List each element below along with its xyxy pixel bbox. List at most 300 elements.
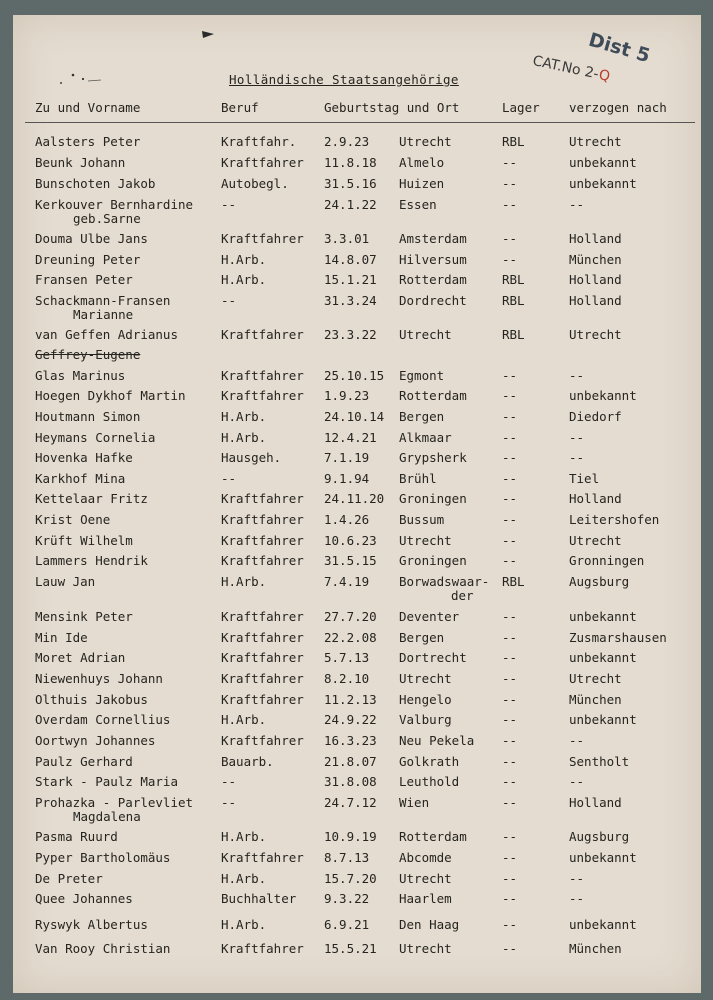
ort-cell [399,156,444,170]
date-cell [324,918,369,932]
lager-cell-line: -- [502,430,518,445]
beruf-cell [221,369,304,383]
lager-cell [502,294,525,308]
destination-cell-line: -- [569,871,585,886]
name-cell [35,830,118,844]
beruf-cell-line: Kraftfahrer [221,941,304,956]
date-cell-line: 16.3.23 [324,733,377,748]
date-cell [324,610,377,624]
beruf-cell [221,672,304,686]
name-cell [35,253,140,267]
date-cell [324,156,377,170]
ort-cell-line: Grypsherk [399,450,467,465]
name-cell [35,369,125,383]
lager-cell [502,410,517,424]
date-cell-line: 2.9.23 [324,134,370,149]
date-cell [324,851,369,865]
ort-cell [399,513,444,527]
lager-cell [502,918,517,932]
name-cell [35,734,155,748]
beruf-cell-line: Kraftfahrer [221,692,304,707]
header-rule [25,122,695,123]
header-geburtstag: Geburtstag und Ort [324,100,460,115]
ort-cell-line: Essen [399,197,437,212]
destination-cell-line: -- [569,891,585,906]
date-cell-line: 6.9.21 [324,917,370,932]
lager-cell-line: -- [502,533,518,548]
date-cell [324,135,369,149]
lager-cell-line: -- [502,891,518,906]
catalog-prefix: CAT.No 2- [531,53,601,83]
destination-cell [569,554,644,568]
lager-cell [502,451,517,465]
destination-cell-line: unbekannt [569,609,637,624]
ort-cell [399,232,467,246]
ort-cell-line: Neu Pekela [399,733,475,748]
ort-cell [399,631,444,645]
date-cell [324,734,377,748]
date-cell [324,575,369,589]
beruf-cell-line: Kraftfahrer [221,491,304,506]
name-cell [35,294,170,322]
ort-cell [399,534,452,548]
name-cell-line2: Marianne [73,307,134,322]
ort-cell [399,734,474,748]
catalog-suffix: Q [597,67,612,85]
beruf-cell-line: Kraftfahrer [221,388,304,403]
beruf-cell [221,942,304,956]
name-cell [35,872,103,886]
destination-cell-line: Tiel [569,471,600,486]
beruf-cell-line: Kraftfahr. [221,134,297,149]
ort-cell [399,755,459,769]
ort-cell-line: Wien [399,795,430,810]
ort-cell-line: Hengelo [399,692,452,707]
name-cell-line: Schackmann-Fransen [35,293,171,308]
beruf-cell [221,232,304,246]
destination-cell-line: -- [569,774,585,789]
ort-cell-line2: der [451,588,474,603]
beruf-cell [221,755,274,769]
date-cell-line: 12.4.21 [324,430,377,445]
date-cell [324,775,377,789]
lager-cell-line: -- [502,941,518,956]
beruf-cell-line: Kraftfahrer [221,231,304,246]
beruf-cell-line: Kraftfahrer [221,630,304,645]
date-cell-line: 31.8.08 [324,774,377,789]
name-cell [35,198,193,226]
ort-cell [399,796,429,810]
lager-cell-line: -- [502,630,518,645]
ort-cell [399,651,467,665]
beruf-cell-line: Kraftfahrer [221,553,304,568]
lager-cell-line: -- [502,231,518,246]
date-cell [324,328,377,342]
beruf-cell [221,554,304,568]
ort-cell-line: Huizen [399,176,445,191]
date-cell-line: 11.2.13 [324,692,377,707]
ort-cell-line: Dortrecht [399,650,467,665]
ort-cell-line: Utrecht [399,671,452,686]
beruf-cell [221,410,266,424]
beruf-cell [221,631,304,645]
beruf-cell [221,892,296,906]
name-cell [35,631,88,645]
name-cell-line: Glas Marinus [35,368,126,383]
lager-cell [502,492,517,506]
destination-cell-line: Gronningen [569,553,645,568]
name-cell [35,232,148,246]
beruf-cell [221,156,304,170]
name-cell-line: Prohazka - Parlevliet [35,795,194,810]
ort-cell [399,273,467,287]
date-cell-line: 5.7.13 [324,650,370,665]
lager-cell [502,389,517,403]
date-cell-line: 9.1.94 [324,471,370,486]
ort-cell [399,328,452,342]
ort-cell-line: Utrecht [399,871,452,886]
date-cell [324,472,369,486]
date-cell [324,232,369,246]
date-cell [324,892,369,906]
destination-cell-line: Holland [569,795,622,810]
lager-cell-line: -- [502,368,518,383]
date-cell [324,198,377,212]
destination-cell [569,851,637,865]
ort-cell [399,294,467,308]
ort-cell-line: Bergen [399,630,445,645]
beruf-cell-line: Autobegl. [221,176,289,191]
date-cell-line: 24.9.22 [324,712,377,727]
lager-cell [502,713,517,727]
name-cell-line: Van Rooy Christian [35,941,171,956]
ort-cell [399,198,437,212]
date-cell [324,554,377,568]
name-cell-line: De Preter [35,871,103,886]
lager-cell-line: -- [502,871,518,886]
name-cell-line: Douma Ulbe Jans [35,231,148,246]
date-cell-line: 24.11.20 [324,491,385,506]
destination-cell [569,135,622,149]
ort-cell-line: Bussum [399,512,445,527]
name-cell [35,451,133,465]
name-cell-line: Mensink Peter [35,609,133,624]
beruf-cell [221,872,266,886]
lager-cell [502,734,517,748]
ort-cell [399,253,467,267]
destination-cell [569,796,622,810]
name-cell-line: Krist Oene [35,512,111,527]
date-cell-line: 24.10.14 [324,409,385,424]
name-cell [35,389,186,403]
ort-cell [399,369,444,383]
name-cell-line: Lammers Hendrik [35,553,148,568]
destination-cell [569,177,637,191]
beruf-cell [221,294,236,308]
ort-cell-line: Amsterdam [399,231,467,246]
destination-cell-line: München [569,692,622,707]
beruf-cell-line: Kraftfahrer [221,671,304,686]
beruf-cell-line: Kraftfahrer [221,533,304,548]
date-cell-line: 10.9.19 [324,829,377,844]
date-cell [324,631,377,645]
lager-cell-line: -- [502,650,518,665]
name-cell [35,431,155,445]
header-name: Zu und Vorname [35,100,141,115]
date-cell [324,273,377,287]
name-cell-line: Geffrey-Eugene [35,347,141,362]
date-cell [324,294,377,308]
date-cell-line: 31.5.15 [324,553,377,568]
destination-cell-line: -- [569,368,585,383]
destination-cell [569,431,584,445]
name-cell [35,693,148,707]
lager-cell-line: -- [502,197,518,212]
ort-cell [399,472,437,486]
ort-cell-line: Den Haag [399,917,460,932]
destination-cell [569,775,584,789]
date-cell-line: 15.5.21 [324,941,377,956]
lager-cell [502,796,517,810]
lager-cell-line: -- [502,450,518,465]
ort-cell-line: Alkmaar [399,430,452,445]
catalog-number [531,53,611,85]
date-cell-line: 23.3.22 [324,327,377,342]
beruf-cell [221,851,304,865]
destination-cell-line: Diedorf [569,409,622,424]
name-cell [35,851,170,865]
lager-cell-line: RBL [502,134,525,149]
name-cell-line: Kettelaar Fritz [35,491,148,506]
destination-cell [569,575,629,589]
destination-cell [569,734,584,748]
lager-cell-line: -- [502,155,518,170]
beruf-cell [221,389,304,403]
beruf-cell-line: -- [221,293,237,308]
date-cell-line: 31.3.24 [324,293,377,308]
name-cell-line: Pyper Bartholomäus [35,850,171,865]
destination-cell-line: -- [569,430,585,445]
ort-cell-line: Haarlem [399,891,452,906]
beruf-cell-line: H.Arb. [221,252,267,267]
beruf-cell [221,273,266,287]
destination-cell [569,410,622,424]
name-cell [35,554,148,568]
date-cell [324,534,377,548]
name-cell [35,177,155,191]
lager-cell [502,135,525,149]
lager-cell [502,273,525,287]
lager-cell-line: -- [502,671,518,686]
name-cell-line: Houtmann Simon [35,409,141,424]
date-cell-line: 7.4.19 [324,574,370,589]
beruf-cell-line: H.Arb. [221,712,267,727]
name-cell-line: Pasma Ruurd [35,829,118,844]
ort-cell [399,693,452,707]
lager-cell [502,177,517,191]
name-cell-line: Stark - Paulz Maria [35,774,178,789]
date-cell-line: 10.6.23 [324,533,377,548]
name-cell-line: Beunk Johann [35,155,126,170]
beruf-cell-line: Kraftfahrer [221,850,304,865]
destination-cell [569,892,584,906]
ort-cell-line: Utrecht [399,533,452,548]
ort-cell [399,389,467,403]
lager-cell-line: -- [502,609,518,624]
ort-cell-line: Golkrath [399,754,460,769]
beruf-cell [221,492,304,506]
lager-cell [502,232,517,246]
name-cell-line: Oortwyn Johannes [35,733,156,748]
beruf-cell-line: -- [221,197,237,212]
ort-cell-line: Rotterdam [399,272,467,287]
document-title: Holländische Staatsangehörige [229,72,459,87]
beruf-cell [221,534,304,548]
name-cell [35,610,133,624]
name-cell [35,410,140,424]
name-cell [35,713,170,727]
beruf-cell [221,135,296,149]
ort-cell [399,672,452,686]
beruf-cell [221,796,236,810]
name-cell-line: Niewenhuys Johann [35,671,163,686]
ort-cell-line: Borwadswaar- [399,574,490,589]
name-cell-line: Kerkouver Bernhardine [35,197,194,212]
ort-cell-line: Brühl [399,471,437,486]
lager-cell [502,534,517,548]
date-cell [324,369,384,383]
ort-cell [399,431,452,445]
date-cell-line: 8.7.13 [324,850,370,865]
destination-cell-line: unbekannt [569,650,637,665]
date-cell [324,942,377,956]
destination-cell-line: Holland [569,491,622,506]
lager-cell [502,892,517,906]
destination-cell [569,451,584,465]
name-cell-line: Bunschoten Jakob [35,176,156,191]
date-cell-line: 1.4.26 [324,512,370,527]
lager-cell [502,693,517,707]
date-cell-line: 8.2.10 [324,671,370,686]
ort-cell [399,575,489,603]
date-cell [324,253,377,267]
date-cell-line: 31.5.16 [324,176,377,191]
date-cell-line: 11.8.18 [324,155,377,170]
name-cell [35,651,125,665]
destination-cell [569,328,622,342]
lager-cell [502,872,517,886]
lager-cell-line: -- [502,795,518,810]
beruf-cell [221,431,266,445]
destination-cell-line: Utrecht [569,327,622,342]
beruf-cell [221,177,289,191]
date-cell-line: 15.7.20 [324,871,377,886]
beruf-cell-line: Bauarb. [221,754,274,769]
name-cell-line: Krüft Wilhelm [35,533,133,548]
name-cell-line: Hoegen Dykhof Martin [35,388,186,403]
ort-cell-line: Rotterdam [399,829,467,844]
beruf-cell-line: Kraftfahrer [221,650,304,665]
name-cell-line: Ryswyk Albertus [35,917,148,932]
destination-cell-line: Leitershofen [569,512,660,527]
date-cell-line: 22.2.08 [324,630,377,645]
destination-cell [569,693,622,707]
ort-cell-line: Rotterdam [399,388,467,403]
lager-cell-line: -- [502,917,518,932]
lager-cell-line: -- [502,471,518,486]
name-cell [35,534,133,548]
ort-cell-line: Hilversum [399,252,467,267]
name-cell [35,513,110,527]
beruf-cell-line: -- [221,795,237,810]
ort-cell-line: Valburg [399,712,452,727]
date-cell [324,672,369,686]
lager-cell-line: -- [502,409,518,424]
destination-cell [569,472,599,486]
lager-cell-line: -- [502,491,518,506]
destination-cell [569,156,637,170]
lager-cell [502,513,517,527]
destination-cell-line: unbekannt [569,155,637,170]
name-cell [35,135,140,149]
name-cell [35,348,140,362]
header-beruf: Beruf [221,100,259,115]
name-cell [35,892,133,906]
lager-cell-line: RBL [502,574,525,589]
name-cell-line2: Magdalena [73,809,141,824]
lager-cell [502,942,517,956]
ort-cell [399,830,467,844]
name-cell-line: Moret Adrian [35,650,126,665]
name-cell [35,472,125,486]
date-cell [324,693,377,707]
beruf-cell [221,513,304,527]
destination-cell [569,198,584,212]
ort-cell [399,610,459,624]
beruf-cell [221,253,266,267]
date-cell-line: 14.8.07 [324,252,377,267]
beruf-cell [221,472,236,486]
lager-cell [502,830,517,844]
lager-cell-line: -- [502,712,518,727]
beruf-cell-line: H.Arb. [221,409,267,424]
name-cell-line: van Geffen Adrianus [35,327,178,342]
destination-cell-line: München [569,252,622,267]
beruf-cell [221,734,304,748]
destination-cell [569,672,622,686]
ort-cell [399,918,459,932]
name-cell-line: Overdam Cornellius [35,712,171,727]
beruf-cell-line: -- [221,471,237,486]
ort-cell [399,851,452,865]
lager-cell-line: -- [502,512,518,527]
destination-cell-line: -- [569,733,585,748]
destination-cell-line: unbekannt [569,712,637,727]
destination-cell-line: München [569,941,622,956]
date-cell [324,830,377,844]
destination-cell-line: Zusmarshausen [569,630,667,645]
destination-cell [569,755,629,769]
date-cell [324,513,369,527]
destination-cell [569,534,622,548]
ort-cell [399,492,467,506]
destination-cell-line: Augsburg [569,829,630,844]
name-cell-line: Fransen Peter [35,272,133,287]
ort-cell-line: Groningen [399,553,467,568]
name-cell [35,775,178,789]
lager-cell-line: -- [502,733,518,748]
ort-cell [399,177,444,191]
